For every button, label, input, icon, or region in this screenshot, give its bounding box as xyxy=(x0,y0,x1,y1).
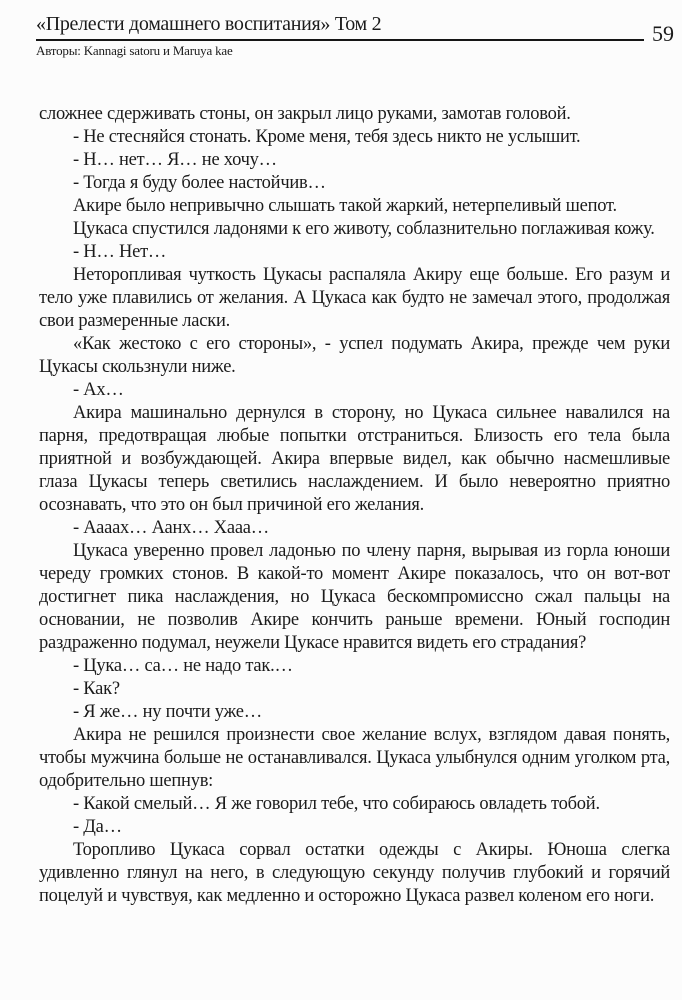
page-header xyxy=(0,0,682,46)
paragraph: Торопливо Цукаса сорвал остатки одежды с Акиры. Юноша слегка удивленно глянул на него, в следующую секунду получив глубокий и горячий поцелуй и чувствуя, как медленно и осторожно Цукаса развел коленом его ноги. xyxy=(39,840,670,906)
paragraph: сложнее сдерживать стоны, он закрыл лицо руками, замотав головой. xyxy=(39,104,571,124)
page-number: 59 xyxy=(652,21,674,46)
paragraph: Акира машинально дернулся в сторону, но Цукаса сильнее навалился на парня, предотвращая любые попытки отстраниться. Близость его тела была приятной и возбуждающей. Акира впервые видел, как обычно насмешливые глаза Цукасы теперь светились наслаждением. И было невероятно приятно осознавать, что это он был причиной его желания. xyxy=(39,403,670,515)
paragraph: - Ах… xyxy=(73,380,124,400)
paragraph: - Н… нет… Я… не хочу… xyxy=(73,150,277,170)
paragraph: Цукаса спустился ладонями к его животу, соблазнительно поглаживая кожу. xyxy=(73,219,655,239)
paragraph: - Цука… са… не надо так.… xyxy=(73,656,293,676)
paragraph: - Н… Нет… xyxy=(73,242,167,262)
paragraph: - Как? xyxy=(73,679,120,699)
paragraph: Акире было непривычно слышать такой жаркий, нетерпеливый шепот. xyxy=(73,196,617,216)
page-title: «Прелести домашнего воспитания» Том 2 xyxy=(36,13,382,35)
page-body xyxy=(39,103,670,908)
paragraph: - Какой смелый… Я же говорил тебе, что собираюсь овладеть тобой. xyxy=(73,794,600,814)
paragraph: - Не стесняйся стонать. Кроме меня, тебя здесь никто не услышит. xyxy=(73,127,581,147)
paragraph: - Тогда я буду более настойчив… xyxy=(73,173,326,193)
authors-line: Авторы: Kannagi satoru и Maruya kae xyxy=(36,43,233,58)
paragraph: Акира не решился произнести свое желание вслух, взглядом давая понять, чтобы мужчина больше не останавливался. Цукаса улыбнулся одним уголком рта, одобрительно шепнув: xyxy=(39,725,670,791)
paragraph: Цукаса уверенно провел ладонью по члену парня, вырывая из горла юноши череду громких стонов. В какой-то момент Акире показалось, что он вот-вот достигнет пика наслаждения, но Цукаса бескомпромиссно сжал пальцы на основании, не позволив Акире кончить раньше времени. Юный господин раздраженно подумал, неужели Цукасе нравится видеть его страдания? xyxy=(39,541,670,653)
paragraph: - Да… xyxy=(73,817,122,837)
header-title-underline xyxy=(36,13,644,41)
paragraph: - Аааах… Аанх… Хааа… xyxy=(73,518,270,538)
paragraph: Неторопливая чуткость Цукасы распаляла Акиру еще больше. Его разум и тело уже плавились от желания. А Цукаса как будто не замечал этого, продолжая свои размеренные ласки. xyxy=(39,265,670,331)
paragraph: - Я же… ну почти уже… xyxy=(73,702,262,722)
paragraph: «Как жестоко с его стороны», - успел подумать Акира, прежде чем руки Цукасы скользнули ниже. xyxy=(39,334,670,377)
